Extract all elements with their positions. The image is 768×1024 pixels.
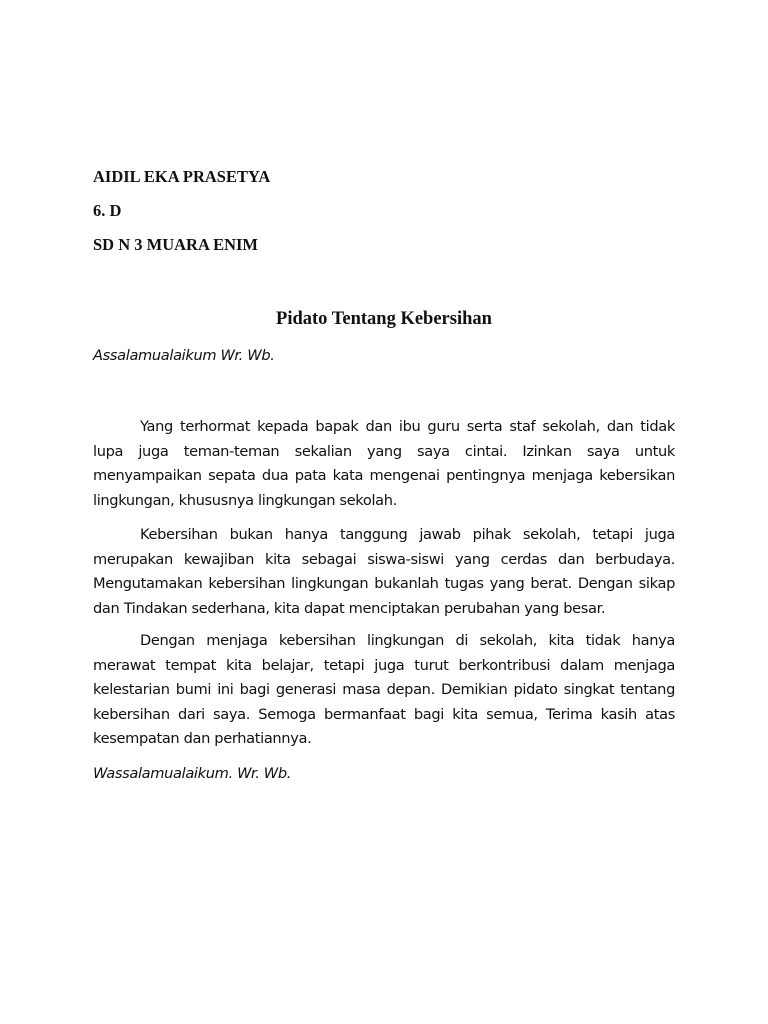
school-name: SD N 3 MUARA ENIM xyxy=(93,235,258,254)
paragraph-3: Dengan menjaga kebersihan lingkungan di sekolah, kita tidak hanya merawat tempat kita belajar, tetapi juga turut berkontribusi dalam menjaga kelestarian bumi ini bagi generasi masa depan. Demikian pidato singkat tentang kebersihan dari saya. Semoga bermanfaat bagi kita semua, Terima kasih atas kesempatan dan perhatiannya. xyxy=(93,632,675,748)
student-class: 6. D xyxy=(93,201,122,220)
document-title: Pidato Tentang Kebersihan xyxy=(276,309,492,329)
paragraph-1: Yang terhormat kepada bapak dan ibu guru serta staf sekolah, dan tidak lupa juga teman-teman sekalian yang saya cintai. Izinkan saya untuk menyampaikan sepata dua pata kata mengenai pentingnya menjaga kebersikan lingkungan, khususnya lingkungan sekolah. xyxy=(93,418,675,509)
greeting: Assalamualaikum Wr. Wb. xyxy=(93,347,275,364)
student-info xyxy=(93,165,270,267)
student-name: AIDIL EKA PRASETYA xyxy=(93,167,271,186)
paragraph-2: Kebersihan bukan hanya tanggung jawab pihak sekolah, tetapi juga merupakan kewajiban kita sebagai siswa-siswi yang cerdas dan berbudaya. Mengutamakan kebersihan lingkungan bukanlah tugas yang berat. Dengan sikap dan Tindakan sederhana, kita dapat menciptakan perubahan yang besar. xyxy=(93,526,675,617)
closing: Wassalamualaikum. Wr. Wb. xyxy=(93,765,292,782)
